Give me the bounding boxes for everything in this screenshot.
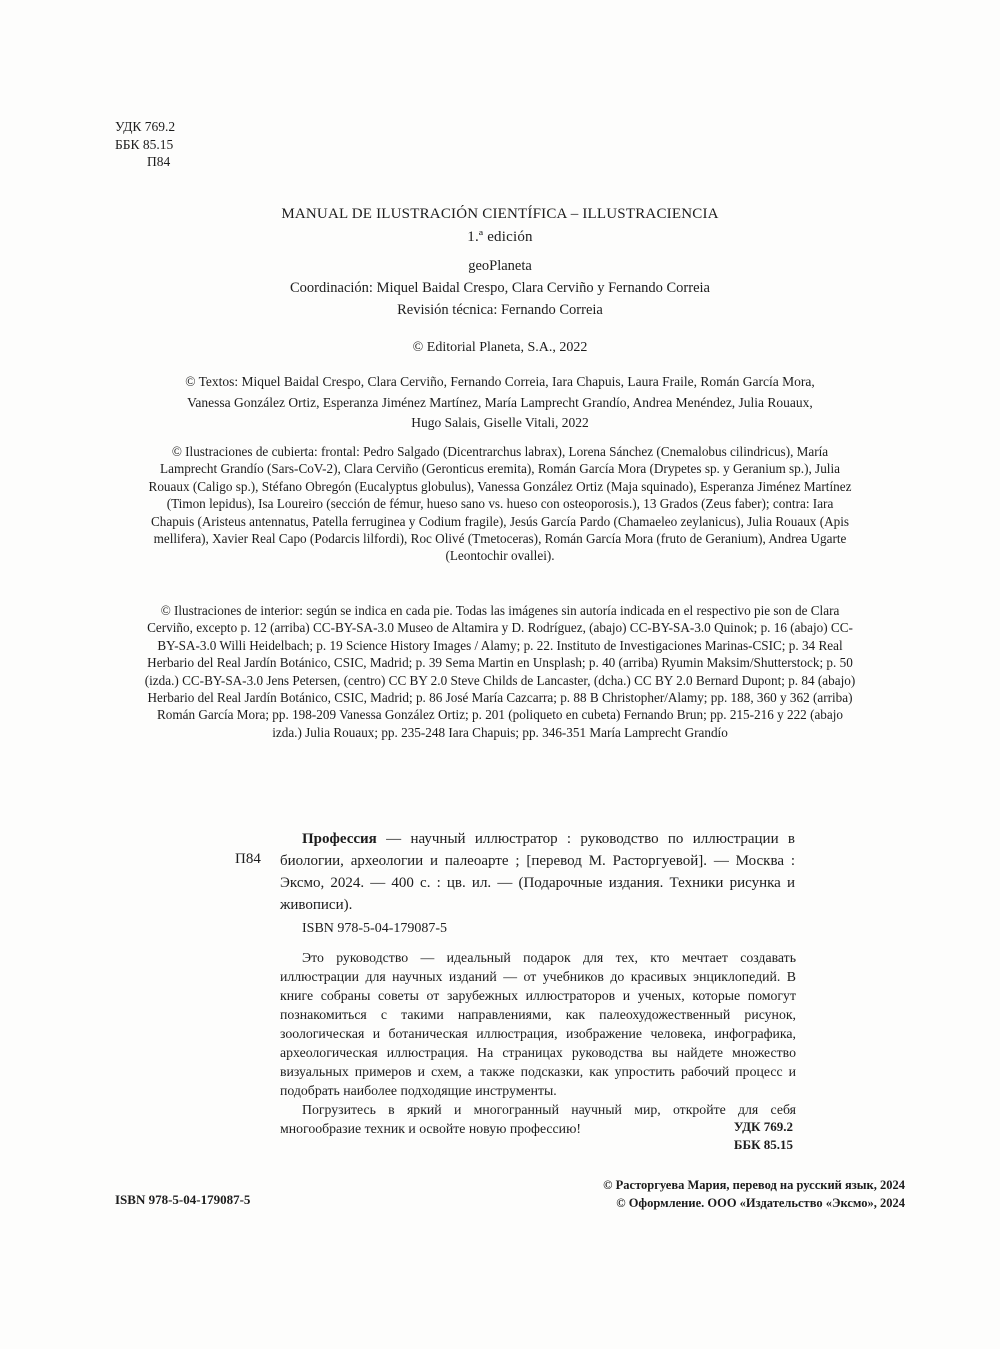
- publisher-block: [0, 255, 1000, 321]
- revision-line: Revisión técnica: Fernando Correia: [397, 302, 603, 318]
- catalog-author-sign: П84: [235, 851, 261, 867]
- udk-code: УДК 769.2: [115, 119, 176, 134]
- catalog-description: [280, 828, 795, 916]
- author-sign: П84: [147, 154, 171, 169]
- title-block: [0, 203, 1000, 249]
- cover-illustrations-block: [0, 443, 1000, 565]
- bottom-classification-codes: [734, 1118, 793, 1154]
- coordination-line: Coordinación: Miquel Baidal Crespo, Clara Cerviño y Fernando Correia: [289, 280, 710, 296]
- edition-line: 1.ª edición: [467, 229, 533, 245]
- annotation-block: [280, 948, 796, 1138]
- design-copyright: © Оформление. ООО «Издательство «Эксмо», 2024: [616, 1196, 905, 1210]
- catalog-isbn: ISBN 978-5-04-179087-5: [302, 921, 448, 936]
- annotation-paragraph-2: Погрузитесь в яркий и многогранный научный мир, откройте для себя многообразие техник и освойте новую профессию!: [280, 1102, 796, 1136]
- publisher-name: geoPlaneta: [468, 258, 532, 274]
- texts-copyright-block: [0, 372, 1000, 434]
- bbk-code-bottom: ББК 85.15: [733, 1137, 793, 1152]
- cover-illustrations-copyright: © Ilustraciones de cubierta: frontal: Pedro Salgado (Dicentrarchus labrax), Lorena Sánchez (Cnemalobus cilindricus), María Lamprecht Grandío (Sars-CoV-2), Clara Cerviño (Geronticus eremita), Román García Mora (Drypetes sp. y Geranium sp.), Julia Rouaux (Caligo sp.), Stéfano Obregón (Eucalyptus globulus), Vanessa González Ortiz (Maja squinado), Esperanza Jiménez Martínez (Timon lepidus), Isa Loureiro (sección de fémur, hueso sano vs. hueso con osteoporosis.), 13 Grados (Zeus faber); contra: Iara Chapuis (Aristeus antennatus, Patella ferruginea y Codium fragile), Jesús García Pardo (Chamaeleo zeylanicus), Julia Rouaux (Apis mellifera), Xavier Real Capo (Podarcis lilfordi), Roc Olivé (Tmetoceras), Román García Mora (fruto de Geranium), Andrea Ugarte (Leontochir ovallei).: [148, 444, 852, 564]
- footer-copyrights: [603, 1176, 905, 1212]
- interior-illustrations-copyright: © Ilustraciones de interior: según se indica en cada pie. Todas las imágenes sin autoría indicada en el respectivo pie son de Clara Cerviño, excepto p. 12 (arriba) CC-BY-SA-3.0 Museo de Altamira y D. Rodríguez, (abajo) CC-BY-SA-3.0 Quinok; p. 16 (abajo) CC-BY-SA-3.0 Willi Heidelbach; p. 19 Science History Images / Alamy; p. 22. Instituto de Investigaciones Marinas-CSIC; p. 34 Real Herbario del Real Jardín Botánico, CSIC, Madrid; p. 39 Sema Martin en Unsplash; p. 40 (arriba) Ryumin Maksim/Shutterstock; p. 50 (izda.) CC-BY-SA-3.0 Jens Petersen, (centro) CC BY 2.0 Steve Childs de Lancaster, (dcha.) CC BY 2.0 Bernard Dupont; p. 84 (abajo) Herbario del Real Jardín Botánico, CSIC, Madrid; p. 86 José María Cazcarra; p. 88 B Christopher/Alamy; pp. 188, 360 y 362 (arriba) Román García Mora; pp. 198-209 Vanessa González Ortiz; p. 201 (poliqueto en cubeta) Fernando Brun; pp. 215-216 y 222 (abajo izda.) Julia Rouaux; pp. 235-248 Iara Chapuis; pp. 346-351 María Lamprecht Grandío: [144, 603, 856, 740]
- annotation-paragraph-1: Это руководство — идеальный подарок для тех, кто мечтает создавать иллюстрации для научных изданий — от учебников до красивых энциклопедий. В книге собраны советы от зарубежных иллюстраторов и ученых, которые помогут познакомиться с такими направлениями, как палеохудожественный рисунок, зоологическая и ботаническая иллюстрация, изображение человека, инфографика, археологическая иллюстрация. На страницах руководства вы найдете множество визуальных примеров и схем, а также подсказки, как упростить рабочий процесс и подобрать наиболее подходящие инструменты.: [280, 950, 796, 1098]
- catalog-title: Профессия: [302, 831, 377, 847]
- book-title: MANUAL DE ILUSTRACIÓN CIENTÍFICA – ILLUSTRACIENCIA: [281, 206, 719, 222]
- classification-codes: [115, 118, 175, 171]
- bbk-code: ББК 85.15: [115, 136, 174, 152]
- footer-isbn: ISBN 978-5-04-179087-5: [115, 1192, 251, 1207]
- editorial-copyright: © Editorial Planeta, S.A., 2022: [412, 340, 588, 355]
- udk-code-bottom: УДК 769.2: [733, 1119, 793, 1134]
- catalog-card: [280, 828, 795, 916]
- catalog-description-text: — научный иллюстратор : руководство по иллюстрации в биологии, археологии и палеоарте ; [перевод М. Расторгуевой]. — Москва : Эксмо, 2024. — 400 с. : цв. ил. — (Подарочные издания. Техники рисунка и живописи).: [280, 831, 795, 913]
- translation-copyright: © Расторгуева Мария, перевод на русский язык, 2024: [603, 1178, 905, 1192]
- texts-copyright: © Textos: Miquel Baidal Crespo, Clara Cerviño, Fernando Correia, Iara Chapuis, Laura Fraile, Román García Mora, Vanessa González Ortiz, Esperanza Jiménez Martínez, María Lamprecht Grandío, Andrea Menéndez, Julia Rouaux, Hugo Salais, Giselle Vitali, 2022: [185, 374, 815, 430]
- interior-illustrations-block: [0, 602, 1000, 741]
